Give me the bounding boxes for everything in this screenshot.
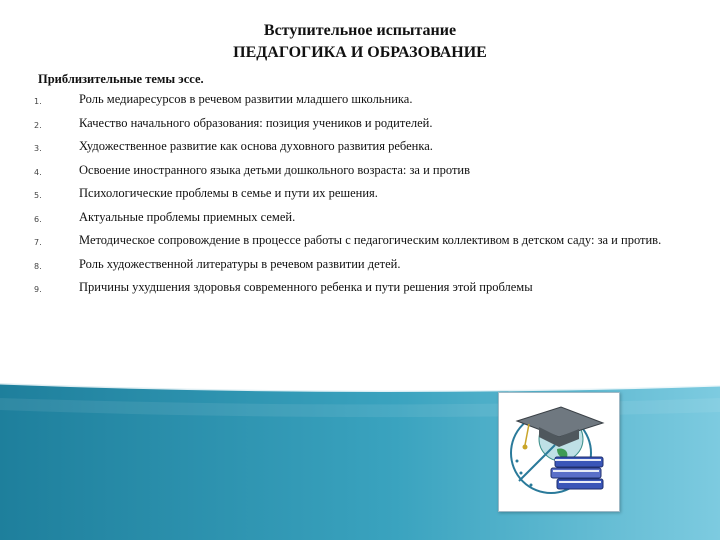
list-item-number: 7. xyxy=(34,238,42,247)
education-logo xyxy=(498,392,620,512)
list-item-text: Актуальные проблемы приемных семей. xyxy=(79,209,296,224)
list-item-number: 9. xyxy=(34,285,42,294)
list-item-text: Освоение иностранного языка детьми дошкольного возраста: за и против xyxy=(79,162,470,177)
list-item-number: 6. xyxy=(34,214,42,224)
graduation-cap-icon xyxy=(499,393,619,511)
list-item-text: Художественное развитие как основа духовного развития ребенка. xyxy=(79,139,433,153)
list-item-text: Методическое сопровождение в процессе работы с педагогическим коллективом в детском саду: за и против. xyxy=(79,233,662,247)
list-item-number: 1. xyxy=(34,97,42,106)
page-title-line-1: Вступительное испытание xyxy=(263,22,457,39)
page-title-line-2: ПЕДАГОГИКА И ОБРАЗОВАНИЕ xyxy=(233,44,487,61)
list-item-text: Причины ухудшения здоровья современного ребенка и пути решения этой проблемы xyxy=(79,280,533,294)
list-item-text: Психологические проблемы в семье и пути их решения. xyxy=(79,186,378,200)
list-item-number: 8. xyxy=(34,261,42,271)
list-item-number: 2. xyxy=(34,120,42,130)
list-item-number: 3. xyxy=(34,144,42,153)
list-item-text: Роль медиаресурсов в речевом развитии младшего школьника. xyxy=(79,92,413,106)
list-item-number: 4. xyxy=(34,167,42,177)
list-item-number: 5. xyxy=(34,191,42,200)
topics-heading: Приблизительные темы эссе. xyxy=(38,72,204,86)
list-item-text: Роль художественной литературы в речевом развитии детей. xyxy=(79,256,401,271)
list-item-text: Качество начального образования: позиция учеников и родителей. xyxy=(79,115,433,130)
